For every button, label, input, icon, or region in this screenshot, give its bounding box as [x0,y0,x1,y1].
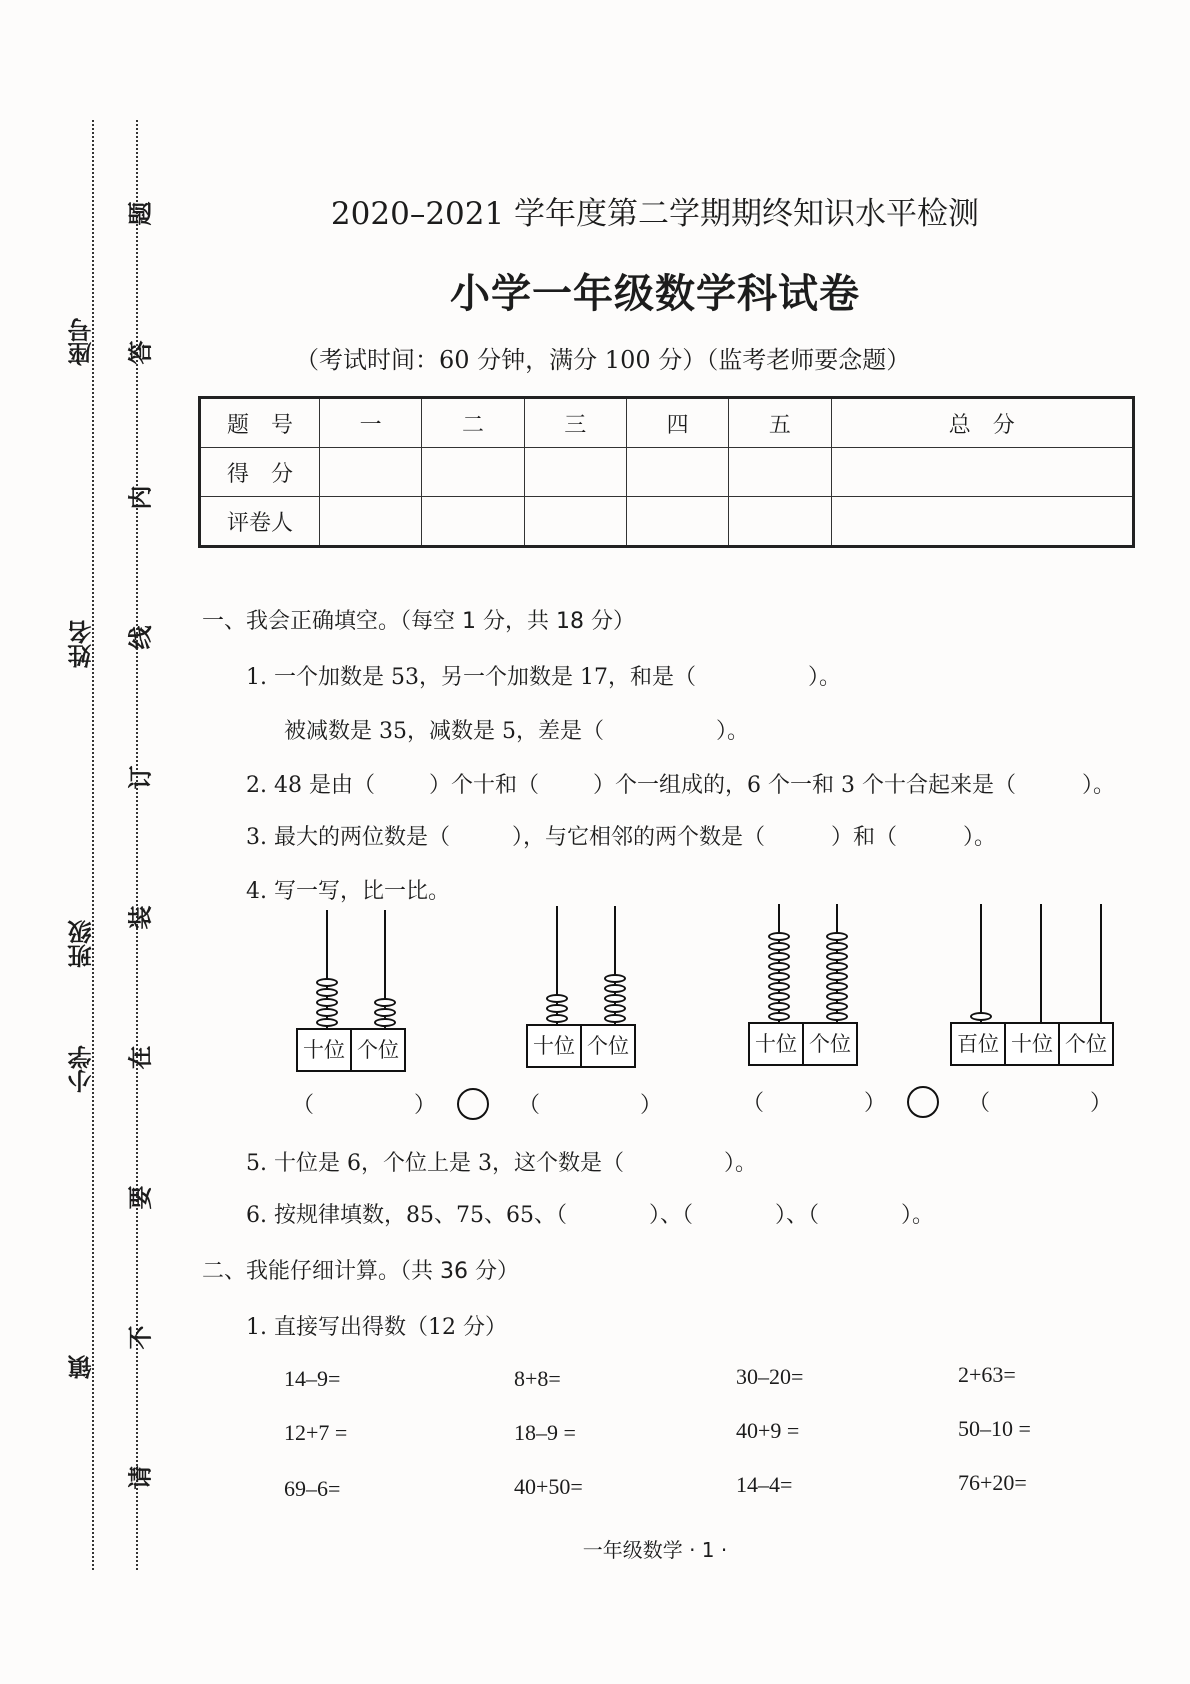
abacus-place-box [950,1022,1114,1066]
abacus-bead [604,1004,626,1013]
ones-place-label: 个位 [1065,1032,1107,1056]
grader-cell[interactable] [422,497,524,547]
row-header-grader: 评卷人 [200,497,320,547]
abacus-answer-4[interactable]: （ ） [968,1091,1113,1116]
school-label: 小学 [67,1045,96,1093]
abacus-bead [546,1014,568,1023]
score-cell[interactable] [422,448,524,497]
abacus-bead [826,972,848,981]
exam-subtitle: 2020–2021 学年度第二学期期终知识水平检测 [330,196,980,232]
abacus-1 [296,910,420,1070]
abacus-place-box [748,1022,858,1066]
abacus-bead [546,994,568,1003]
abacus-bead [826,952,848,961]
grader-cell-total[interactable] [831,497,1133,547]
abacus-bead [826,962,848,971]
col-header-total: 总 分 [831,398,1133,448]
grader-cell[interactable] [729,497,831,547]
calc-problem[interactable]: 18–9 = [514,1420,576,1445]
abacus-rod-ones [1100,904,1102,1022]
abacus-rod-tens [1040,904,1042,1022]
abacus-bead [768,1012,790,1021]
town-label: 镇 [67,1355,96,1379]
abacus-bead [374,1008,396,1017]
row-header-score: 得 分 [200,448,320,497]
tens-place-label: 十位 [750,1024,804,1064]
question-5: 5. 十位是 6，个位上是 3，这个数是（ ）。 [246,1151,757,1176]
abacus-bead [604,994,626,1003]
question-6: 6. 按规律填数，85、75、65、（ ）、（ ）、（ ）。 [246,1203,935,1228]
abacus-3 [748,904,872,1064]
margin-char-ti: 题 [125,201,155,226]
calc-problem[interactable]: 76+20= [958,1470,1027,1495]
calc-problem[interactable]: 40+9 = [736,1418,800,1443]
score-row [200,448,1134,497]
score-cell[interactable] [729,448,831,497]
abacus-bead [374,998,396,1007]
abacus-bead [316,988,338,997]
abacus-bead [826,992,848,1001]
grader-row [200,497,1134,547]
score-table [198,396,1135,548]
abacus-bead [316,1008,338,1017]
score-cell[interactable] [524,448,626,497]
abacus-4 [950,904,1135,1064]
section1-heading: 一、我会正确填空。（每空 1 分，共 18 分） [202,609,635,634]
calc-problem[interactable]: 40+50= [514,1474,583,1499]
col-header-3: 三 [524,398,626,448]
abacus-bead [546,1004,568,1013]
compare-circle-2[interactable] [907,1086,939,1118]
margin-char-ding: 订 [125,765,155,790]
exam-info: （考试时间：60 分钟，满分 100 分）（监考老师要念题） [295,346,911,374]
abacus-bead [768,1002,790,1011]
abacus-bead [970,1012,992,1021]
abacus-bead [768,932,790,941]
calc-problem[interactable]: 8+8= [514,1366,561,1391]
grader-cell[interactable] [524,497,626,547]
ones-place-label: 个位 [809,1032,851,1056]
abacus-bead [826,982,848,991]
score-cell[interactable] [320,448,422,497]
abacus-answer-1[interactable]: （ ） [292,1093,437,1118]
section2-question-1: 1. 直接写出得数（12 分） [246,1315,507,1340]
score-cell-total[interactable] [831,448,1133,497]
abacus-bead [768,962,790,971]
abacus-bead [826,932,848,941]
margin-char-nei: 内 [125,485,155,510]
calc-problem[interactable]: 12+7 = [284,1420,348,1445]
question-3: 3. 最大的两位数是（ ），与它相邻的两个数是（ ）和（ ）。 [246,825,997,850]
question-1a: 1. 一个加数是 53，另一个加数是 17，和是（ ）。 [246,665,841,690]
col-header-5: 五 [729,398,831,448]
abacus-bead [768,982,790,991]
abacus-bead [316,998,338,1007]
margin-char-xian: 线 [125,625,155,650]
name-label: 姓名 [67,620,96,668]
abacus-bead [316,1018,338,1027]
col-header-4: 四 [626,398,728,448]
margin-char-qing: 请 [125,1465,155,1490]
seat-number-label: 座号 [67,318,96,366]
calc-problem[interactable]: 2+63= [958,1362,1016,1387]
calc-problem[interactable]: 30–20= [736,1364,804,1389]
exam-title: 小学一年级数学科试卷 [450,270,860,317]
question-4: 4. 写一写，比一比。 [246,879,450,904]
class-label: 班级 [67,920,96,968]
tens-place-label: 十位 [298,1030,352,1070]
margin-char-zai: 在 [125,1045,155,1070]
page-footer: 一年级数学 · 1 · [582,1538,728,1562]
score-cell[interactable] [626,448,728,497]
grader-cell[interactable] [626,497,728,547]
tens-place-label: 十位 [1006,1024,1060,1064]
margin-char-bu: 不 [125,1325,155,1350]
col-header-2: 二 [422,398,524,448]
calc-problem[interactable]: 50–10 = [958,1416,1031,1441]
abacus-place-box [296,1028,406,1072]
abacus-bead [768,992,790,1001]
abacus-answer-2[interactable]: （ ） [518,1093,663,1118]
calc-problem[interactable]: 69–6= [284,1476,341,1501]
section2-heading: 二、我能仔细计算。（共 36 分） [202,1259,519,1284]
abacus-bead [768,952,790,961]
hundreds-place-label: 百位 [952,1024,1006,1064]
calc-problem[interactable]: 14–9= [284,1366,341,1391]
grader-cell[interactable] [320,497,422,547]
abacus-bead [604,974,626,983]
margin-char-yao: 要 [125,1185,155,1210]
abacus-place-box [526,1024,636,1068]
margin-char-da: 答 [125,340,155,365]
abacus-2 [526,906,650,1066]
abacus-bead [768,972,790,981]
ones-place-label: 个位 [357,1038,399,1062]
abacus-bead [374,1018,396,1027]
abacus-bead [826,942,848,951]
col-header-question-number: 题 号 [200,398,320,448]
score-table-header-row [200,398,1134,448]
compare-circle-1[interactable] [457,1088,489,1120]
abacus-bead [826,1012,848,1021]
margin-char-zhuang: 装 [125,905,155,930]
tens-place-label: 十位 [528,1026,582,1066]
abacus-bead [768,942,790,951]
abacus-answer-3[interactable]: （ ） [742,1091,887,1116]
question-2: 2. 48 是由（ ）个十和（ ）个一组成的，6 个一和 3 个十合起来是（ ）。 [246,773,1115,798]
abacus-bead [604,1014,626,1023]
question-1b: 被减数是 35，减数是 5，差是（ ）。 [284,719,749,744]
abacus-bead [316,978,338,987]
abacus-rod-hundreds [980,904,982,1022]
col-header-1: 一 [320,398,422,448]
ones-place-label: 个位 [587,1034,629,1058]
abacus-bead [826,1002,848,1011]
abacus-bead [604,984,626,993]
calc-problem[interactable]: 14–4= [736,1472,793,1497]
